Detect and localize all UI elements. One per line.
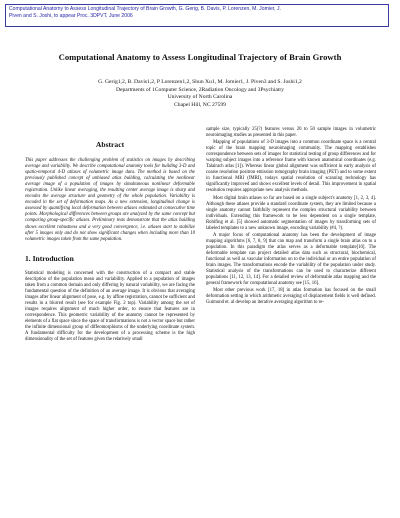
citation-line-1: Computational Anatomy to Assess Longitudinal Trajectory of Brain Growth, G. Gerig, B. Davis, P. Lorenzen, M. Jomier, J. <box>9 6 281 12</box>
citation-banner <box>5 4 389 27</box>
body-paragraph: A major focus of computational anatomy has been the development of image mapping algorithms [6, 7, 8, 9] that can map and transform a single brain atlas on to a population. In this paradigm the atlas serves as a deformable template[10]. The deformable template can project detailed atlas data such as structural, biochemical, functional as well as vascular information on to the individual or an entire population of brain images. The transformations encode the variability of the population under study. Statistical analysis of the transformations can be used to characterize different populations [11, 12, 13, 14]. For a detailed review of deformable atlas mapping and the general framework for computational anatomy see [15, 16]. <box>206 232 376 287</box>
abstract-heading: Abstract <box>95 140 125 149</box>
author-block <box>0 79 400 109</box>
author-names: G. Gerig1,2, B. Davis1,2, P Lorenzen1,2, Shun Xu1, M. Jomier1, J. Piven3 and S. Joshi1,2 <box>98 79 302 85</box>
author-city: Chapel Hill, NC 27599 <box>174 101 226 108</box>
citation-line-2: Piven and S. Joshi, to appear Proc. 3DPVT, June 2006 <box>9 12 133 19</box>
body-paragraph: sample size, typically 25(?) features versus 20 to 50 sample images in volumetric neuroimaging studies as presented in this paper. <box>206 127 376 139</box>
body-paragraph: Mapping of populations of 3-D images into a common coordinate space is a central topic of the brain mapping neuroimaging community. The mapping establishes correspondence between sets of images for statistical testing of group differences and for warping subject images into a reference frame with known anatomical coordinates (e.g. Talairach atlas [1]). Whereas linear global alignment was sufficient in early analysis of coarse resolution positron emission tomography brain imaging (PET) and to some extent in functional MRI (fMRI), todays spatial resolution of scanning technology has significantly improved and shows excellent levels of detail. This improvement in spatial resolution requires appropriate new analysis methods. <box>206 140 376 194</box>
paper-title: Computational Anatomy to Assess Longitudinal Trajectory of Brain Growth <box>58 52 342 62</box>
author-departments: Departments of 1Computer Science, 2Radiation Oncology and 3Psychiatry <box>115 86 285 93</box>
right-column <box>206 127 376 307</box>
body-paragraph: Most digital brain atlases so far are based on a single subject's anatomy [1, 2, 3, 4]. Although these atlases provide a standard coordinate system, they are limited because a single anatomy cannot faithfully represent the complex structural variability between individuals. Extending this framework to be less dependent on a single template, Rohlfing et al. [5] showed automatic segmentation of images by transforming sets of labeled templates to a new unknown image, encoding variability (#4, ?). <box>206 195 376 231</box>
body-paragraph: Most other previous work [17, 18] in atlas formation has focused on the small deformation setting in which arithmetic averaging of displacement fields is well defined. Guimond et. al develop an iterative averaging algorithm to re- <box>206 288 376 306</box>
author-university: University of North Carolina <box>167 94 233 101</box>
introduction-paragraph: Statistical modeling is concerned with the construction of a compact and stable description of the population mean and variability. Applied to a population of images taken from a common domain and only differing by natural variability, we are facing the fundamental question of the definition of an average image. It is obvious that averaging images after linear alignment of pose, e.g. by affine registration, cannot be sufficient and results in a blurred result (see for example Fig. 2 top). Variability among the set of images requires alignment of much higher order, to ensure that features are in correspondence. This geometric variability of the anatomy cannot be represented by elements of a flat space since the space of transformations is not a vector space but rather the infinite dimensional group of diffeomorphisms of the underlying coordinate system. A fundamental difficulty for the development of a processing scheme is the high dimensionality of the set of features given the relatively small <box>25 270 195 343</box>
abstract-text: This paper addresses the challenging problem of statistics on images by describing average and variability. We describe computational anatomy tools for building 3-D and spatio-temporal 4-D atlases of volumetric image data. The method is based on the previously published concept of unbiased atlas building, calculating the nonlinear average image of a population of images by simultaneous nonlinear deformable registration. Unlike linear averaging, the resulting center average image is sharp and encodes the average structure and geometry of the whole population. Variability is encoded in the set of deformation maps. As a new extension, longitudinal change is assessed by quantifying local deformation between atlases estimated at consecutive time points. Morphological differences between groups are analyzed by the same concept but comparing group-specific atlases. Preliminary tests demonstrate that the atlas building shows excellent robustness and a very good convergence, i.e. atlases start to stabilize after 5 images only and do not show significant changes when including more than 10 volumetric images taken from the same population. <box>25 158 195 242</box>
left-column <box>25 140 195 343</box>
introduction-heading: 1. Introduction <box>25 253 74 263</box>
